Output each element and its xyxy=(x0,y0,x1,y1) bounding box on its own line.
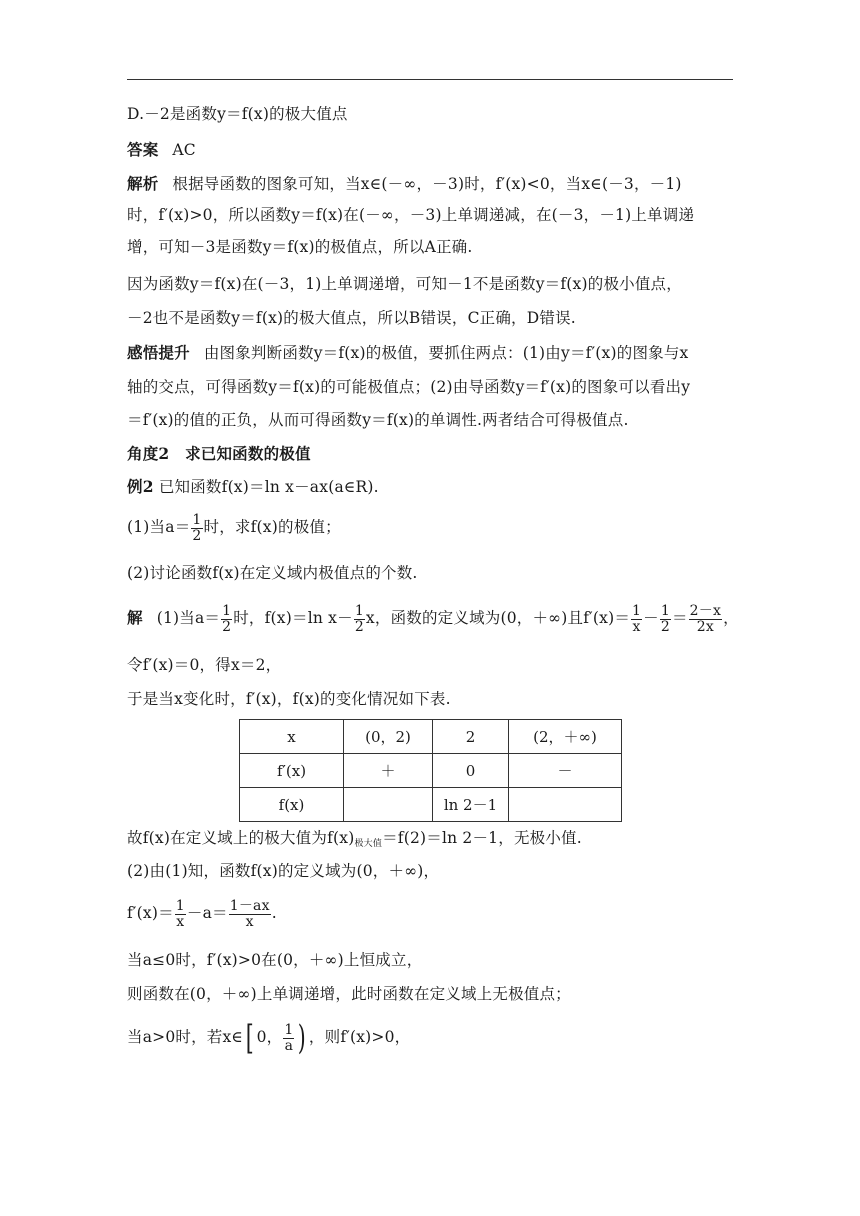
table-cell: ＋ xyxy=(344,754,433,788)
fraction-half: $\frac{1}{2}$ xyxy=(354,602,364,635)
table-cell xyxy=(509,788,622,822)
table-row-header xyxy=(240,720,622,754)
part2-line-3: 当a≤0时，f′(x)>0在(0，＋∞)上恒成立， xyxy=(127,951,423,969)
part2-line-5: 当a>0时，若x∈[ 0， $\frac{1}{a}$ ) ，则f′(x)>0， xyxy=(127,1018,411,1058)
fraction-one-minus-ax: $\frac{1-ax}{x}$ xyxy=(229,897,270,930)
fraction-one-over-x: $\frac{1}{x}$ xyxy=(175,897,185,930)
fraction-half: $\frac{1}{2}$ xyxy=(660,602,670,635)
part2-line-2: f′(x)＝ $\frac{1}{x}$ －a＝ $\frac{1-ax}{x}$ . xyxy=(127,897,277,930)
variation-table xyxy=(239,719,622,822)
insight-line-3: ＝f′(x)的值的正负，从而可得函数y＝f(x)的单调性.两者结合可得极值点. xyxy=(127,411,629,429)
fraction-two-minus-x: $\frac{2-x}{2x}$ xyxy=(689,602,722,635)
header-rule xyxy=(127,79,733,80)
interval-close-paren: ) xyxy=(298,1018,307,1058)
table-cell: (0，2) xyxy=(344,720,433,754)
part2-line-4: 则函数在(0，＋∞)上单调递增，此时函数在定义域上无极值点； xyxy=(127,985,571,1003)
table-cell: f(x) xyxy=(240,788,344,822)
analysis-line-2: 时，f′(x)>0，所以函数y＝f(x)在(－∞，－3)上单调递减，在(－3，－1)上单调递 xyxy=(127,206,695,224)
table-row-fprime xyxy=(240,754,622,788)
analysis-line-4: 因为函数y＝f(x)在(－3，1)上单调递增，可知－1不是函数y＝f(x)的极小值点， xyxy=(127,275,682,293)
solution-label: 解 xyxy=(127,608,143,627)
fraction-one-over-a: $\frac{1}{a}$ xyxy=(284,1021,294,1054)
insight-line-2: 轴的交点，可得函数y＝f(x)的可能极值点；(2)由导函数y＝f′(x)的图象可以看出y xyxy=(127,378,691,396)
angle-title: 角度2 求已知函数的极值 xyxy=(127,444,311,463)
table-cell: 0 xyxy=(433,754,509,788)
table-row-f xyxy=(240,788,622,822)
analysis-line-3: 增，可知－3是函数y＝f(x)的极值点，所以A正确. xyxy=(127,238,473,256)
table-cell: (2，＋∞) xyxy=(509,720,622,754)
table-cell xyxy=(344,788,433,822)
table-cell: x xyxy=(240,720,344,754)
solution-line-1: 解 (1)当a＝ $\frac{1}{2}$ 时，f(x)＝ln x－ $\frac{1}{2}$ x，函数的定义域为(0，＋∞)且f′(x)＝ $\frac{1}{x}$ － $\frac{1}{2}$ ＝ $\frac{2-x}{2x}$ ， xyxy=(127,602,739,635)
question-1: (1)当a＝ $\frac{1}{2}$ 时，求f(x)的极值； xyxy=(127,511,341,544)
solution-line-2: 令f′(x)＝0，得x＝2， xyxy=(127,656,282,674)
insight-label: 感悟提升 xyxy=(127,343,190,362)
answer-value: AC xyxy=(172,141,196,159)
example-line: 例2 已知函数f(x)＝ln x－ax(a∈R). xyxy=(127,477,379,496)
example-label: 例2 xyxy=(127,477,154,496)
fraction-half: $\frac{1}{2}$ xyxy=(222,602,232,635)
table-cell: ln 2－1 xyxy=(433,788,509,822)
fraction-half: $\frac{1}{2}$ xyxy=(192,511,202,544)
analysis-line-1: 解析 根据导函数的图象可知，当x∈(－∞，－3)时，f′(x)<0，当x∈(－3，－1) xyxy=(127,174,682,193)
solution-line-3: 于是当x变化时，f′(x)，f(x)的变化情况如下表. xyxy=(127,690,451,708)
analysis-line-5: －2也不是函数y＝f(x)的极大值点，所以B错误，C正确，D错误. xyxy=(127,309,576,327)
conclusion-line: 故f(x)在定义域上的极大值为$f(x)_{极大值}=f(2)=\ln$ 2－1，无极小值. xyxy=(127,829,582,849)
insight-line-1: 感悟提升 由图象判断函数y＝f(x)的极值，要抓住两点：(1)由y＝f′(x)的图象与x xyxy=(127,343,689,362)
table-cell: － xyxy=(509,754,622,788)
interval-open-bracket: [ xyxy=(245,1018,254,1058)
table-cell: f′(x) xyxy=(240,754,344,788)
analysis-label: 解析 xyxy=(127,174,159,193)
question-2: (2)讨论函数f(x)在定义域内极值点的个数. xyxy=(127,564,418,582)
table-cell: 2 xyxy=(433,720,509,754)
part2-line-1: (2)由(1)知，函数f(x)的定义域为(0，＋∞)， xyxy=(127,862,440,880)
answer-label: 答案 xyxy=(127,140,159,159)
fraction-one-over-x: $\frac{1}{x}$ xyxy=(632,602,642,635)
answer-line xyxy=(127,140,737,160)
option-d: D.－2是函数y＝f(x)的极大值点 xyxy=(127,105,348,123)
